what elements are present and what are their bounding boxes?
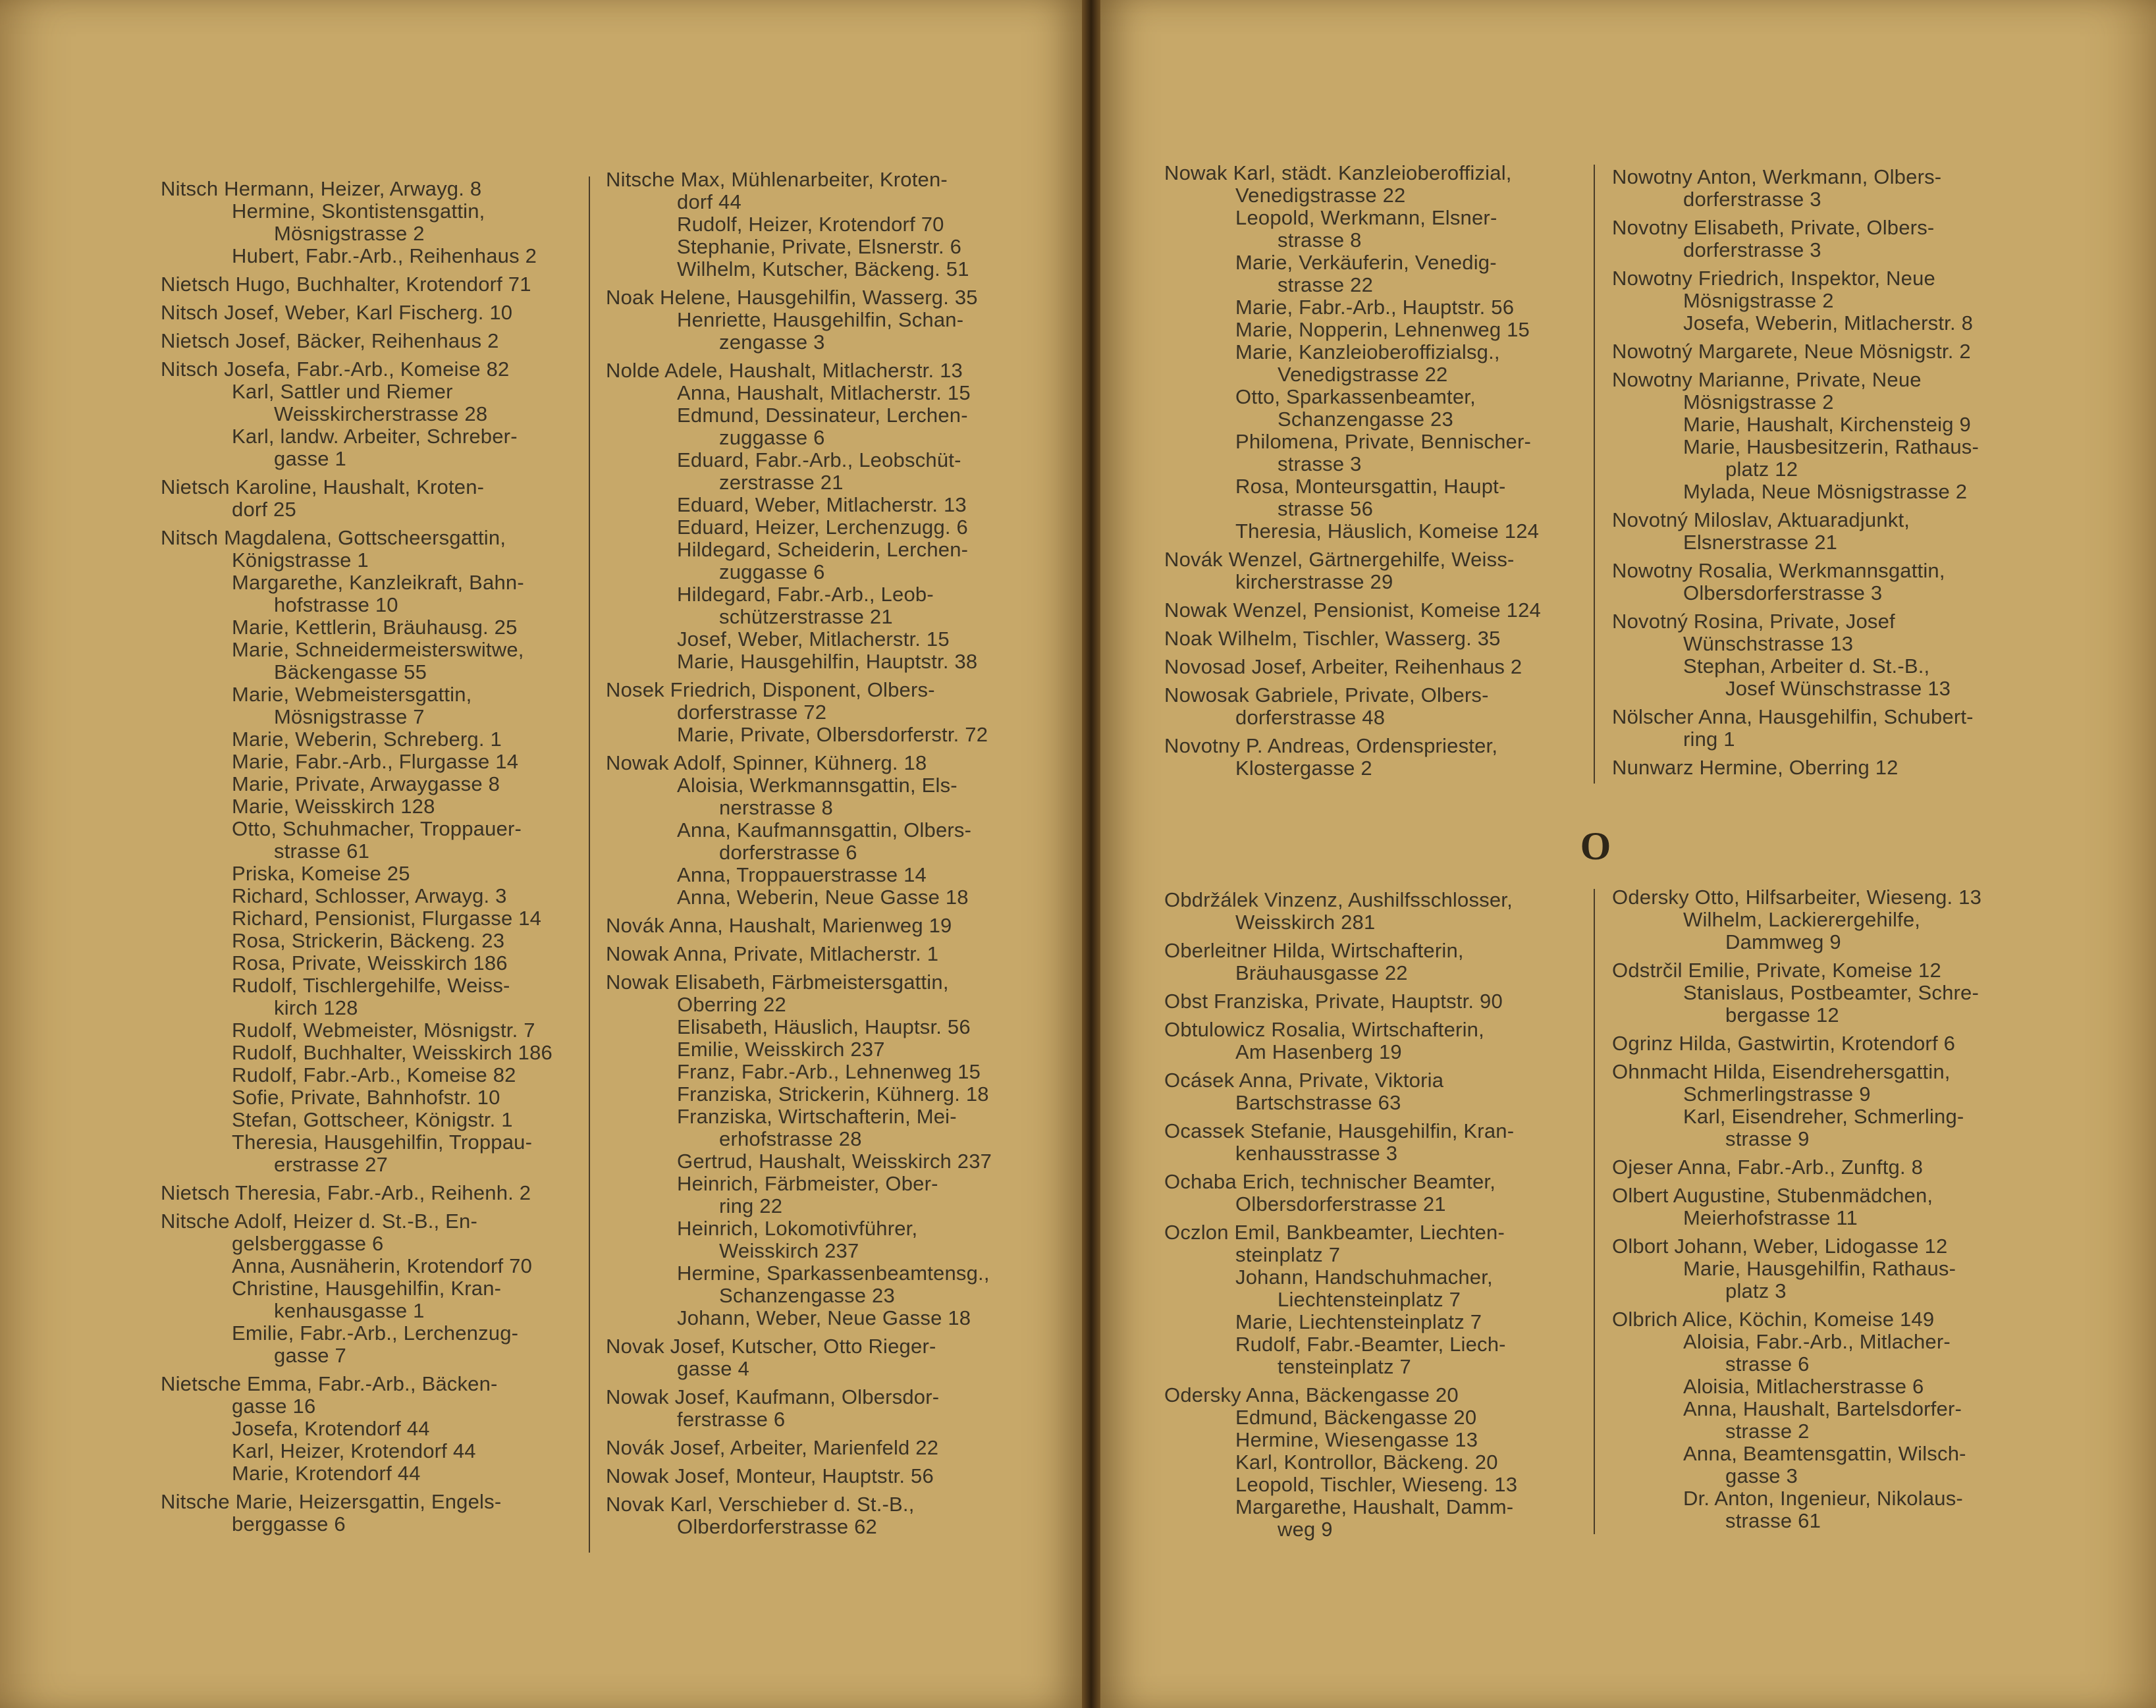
sub-entry-line: Aloisia, Werkmannsgattin, Els-	[677, 774, 957, 797]
sub-entry-line: Sofie, Private, Bahnhofstr. 10	[232, 1086, 500, 1109]
sub-entry-line: Marie, Weberin, Schreberg. 1	[232, 728, 502, 751]
sub-entry-continuation-line: dorferstrasse 6	[719, 841, 857, 864]
sub-entry-continuation-line: strasse 9	[1725, 1127, 1810, 1150]
sub-entry-continuation-line: erhofstrasse 28	[719, 1127, 862, 1150]
sub-entry-continuation-line: nerstrasse 8	[719, 796, 833, 819]
directory-entry	[1164, 1384, 1586, 1541]
sub-entry-continuation-line: erstrasse 27	[274, 1153, 388, 1176]
sub-entry-line: Rudolf, Fabr.-Arb., Komeise 82	[232, 1063, 516, 1086]
entry-name-line: Nitsche Adolf, Heizer d. St.-B., En-	[161, 1210, 477, 1233]
sub-entry-line: Anna, Haushalt, Mitlacherstr. 15	[677, 381, 971, 404]
directory-entry	[1164, 599, 1586, 622]
directory-entry	[161, 302, 576, 324]
sub-entry-line: Marie, Fabr.-Arb., Flurgasse 14	[232, 750, 519, 773]
entry-continuation-line: Oberring 22	[677, 993, 786, 1016]
entry-name-line: Nowotny Rosalia, Werkmannsgattin,	[1612, 559, 1945, 582]
sub-entry-line: Anna, Weberin, Neue Gasse 18	[677, 886, 969, 909]
directory-entry	[1612, 217, 2034, 261]
sub-entry-line: Leopold, Werkmann, Elsner-	[1235, 206, 1497, 229]
entry-name-line: Nunwarz Hermine, Oberring 12	[1612, 756, 1899, 779]
directory-entry	[161, 273, 576, 296]
entry-continuation-line: dorf 25	[232, 498, 296, 521]
sub-entry-continuation-line: strasse 22	[1278, 273, 1374, 296]
sub-entry-line: Aloisia, Fabr.-Arb., Mitlacher-	[1683, 1330, 1951, 1353]
entry-name-line: Nitsch Hermann, Heizer, Arwayg. 8	[161, 177, 482, 200]
sub-entry-line: Karl, Heizer, Krotendorf 44	[232, 1439, 476, 1462]
entry-name-line: Olbert Augustine, Stubenmädchen,	[1612, 1184, 1933, 1207]
entry-continuation-line: Königstrasse 1	[232, 548, 369, 572]
sub-entry-line: Heinrich, Lokomotivführer,	[677, 1217, 918, 1240]
sub-entry-line: Hermine, Sparkassenbeamtensg.,	[677, 1262, 990, 1285]
entry-continuation-line: Weisskirch 281	[1235, 911, 1376, 934]
entry-name-line: Novák Anna, Haushalt, Marienweg 19	[606, 914, 952, 937]
sub-entry-continuation-line: zuggasse 6	[719, 560, 825, 583]
sub-entry-line: Anna, Troppauerstrasse 14	[677, 863, 927, 886]
sub-entry-continuation-line: zengasse 3	[719, 331, 825, 354]
sub-entry-line: Hermine, Wiesengasse 13	[1235, 1428, 1478, 1451]
sub-entry-line: Rudolf, Fabr.-Beamter, Liech-	[1235, 1333, 1506, 1356]
entry-name-line: Nowak Adolf, Spinner, Kühnerg. 18	[606, 751, 927, 774]
entry-name-line: Novosad Josef, Arbeiter, Reihenhaus 2	[1164, 655, 1523, 678]
sub-entry-continuation-line: weg 9	[1278, 1518, 1333, 1541]
sub-entry-line: Franziska, Strickerin, Kühnerg. 18	[677, 1082, 989, 1106]
sub-entry-line: Rudolf, Webmeister, Mösnigstr. 7	[232, 1019, 535, 1042]
entry-name-line: Novotny P. Andreas, Ordenspriester,	[1164, 734, 1498, 757]
entry-continuation-line: Olberdorferstrasse 62	[677, 1515, 877, 1538]
sub-entry-line: Rosa, Strickerin, Bäckeng. 23	[232, 929, 505, 952]
entry-continuation-line: dorf 44	[677, 190, 741, 213]
directory-entry	[1164, 1019, 1586, 1063]
entry-name-line: Noak Helene, Hausgehilfin, Wasserg. 35	[606, 286, 978, 309]
sub-entry-line: Eduard, Fabr.-Arb., Leobschüt-	[677, 448, 961, 471]
entry-name-line: Nietsch Karoline, Haushalt, Kroten-	[161, 475, 485, 498]
entry-name-line: Ocassek Stefanie, Hausgehilfin, Kran-	[1164, 1119, 1515, 1142]
entry-continuation-line: Wünschstrasse 13	[1683, 632, 1854, 655]
entry-name-line: Nowotny Marianne, Private, Neue	[1612, 368, 1922, 391]
sub-entry-line: Leopold, Tischler, Wieseng. 13	[1235, 1473, 1518, 1496]
sub-entry-line: Marie, Kettlerin, Bräuhausg. 25	[232, 616, 518, 639]
sub-entry-line: Marie, Haushalt, Kirchensteig 9	[1683, 413, 1971, 436]
directory-entry	[161, 178, 576, 267]
sub-entry-line: Marie, Fabr.-Arb., Hauptstr. 56	[1235, 296, 1515, 319]
entry-name-line: Nowak Josef, Monteur, Hauptstr. 56	[606, 1464, 934, 1487]
directory-entry	[1612, 267, 2034, 334]
entry-name-line: Ogrinz Hilda, Gastwirtin, Krotendorf 6	[1612, 1032, 1956, 1055]
entry-continuation-line: Elsnerstrasse 21	[1683, 531, 1838, 554]
sub-entry-line: Eduard, Weber, Mitlacherstr. 13	[677, 493, 967, 516]
sub-entry-line: Marie, Schneidermeisterswitwe,	[232, 638, 524, 661]
sub-entry-continuation-line: gasse 1	[274, 447, 346, 470]
entry-name-line: Novák Josef, Arbeiter, Marienfeld 22	[606, 1436, 939, 1459]
directory-entry	[1612, 1308, 2034, 1532]
entry-name-line: Nitsch Magdalena, Gottscheersgattin,	[161, 526, 506, 549]
sub-entry-line: Aloisia, Mitlacherstrasse 6	[1683, 1375, 1924, 1398]
directory-entry	[1164, 889, 1586, 934]
sub-entry-line: Karl, landw. Arbeiter, Schreber-	[232, 425, 518, 448]
sub-entry-line: Heinrich, Färbmeister, Ober-	[677, 1172, 938, 1195]
sub-entry-continuation-line: Bäckengasse 55	[274, 660, 427, 683]
sub-entry-continuation-line: platz 3	[1725, 1279, 1787, 1302]
directory-entry	[1164, 1221, 1586, 1378]
entry-continuation-line: Mösnigstrasse 2	[1683, 289, 1834, 312]
sub-entry-line: Josefa, Weberin, Mitlacherstr. 8	[1683, 311, 1974, 334]
entry-name-line: Odstrčil Emilie, Private, Komeise 12	[1612, 959, 1941, 982]
column-2	[606, 169, 1040, 1544]
sub-entry-line: Johann, Handschuhmacher,	[1235, 1266, 1493, 1289]
sub-entry-continuation-line: platz 12	[1725, 458, 1798, 481]
directory-entry	[161, 1210, 576, 1367]
entry-continuation-line: steinplatz 7	[1235, 1243, 1341, 1266]
directory-entry	[1612, 610, 2034, 700]
directory-entry	[161, 1373, 576, 1485]
sub-entry-line: Josef, Weber, Mitlacherstr. 15	[677, 627, 950, 651]
sub-entry-line: Priska, Komeise 25	[232, 862, 410, 885]
entry-continuation-line: Olbersdorferstrasse 3	[1683, 581, 1883, 604]
sub-entry-line: Marie, Nopperin, Lehnenweg 15	[1235, 318, 1530, 341]
directory-entry	[1612, 1235, 2034, 1302]
directory-entry	[1612, 340, 2034, 363]
sub-entry-line: Henriette, Hausgehilfin, Schan-	[677, 308, 964, 331]
sub-entry-line: Anna, Ausnäherin, Krotendorf 70	[232, 1254, 533, 1277]
directory-entry	[1612, 757, 2034, 779]
entry-name-line: Obdržálek Vinzenz, Aushilfsschlosser,	[1164, 888, 1513, 911]
sub-entry-line: Anna, Beamtensgattin, Wilsch-	[1683, 1442, 1966, 1465]
sub-entry-continuation-line: Schanzengasse 23	[719, 1284, 895, 1307]
sub-entry-line: Emilie, Fabr.-Arb., Lerchenzug-	[232, 1321, 519, 1345]
section-letter: O	[1580, 824, 1611, 868]
entry-name-line: Nowosak Gabriele, Private, Olbers-	[1164, 683, 1489, 707]
entry-continuation-line: Schmerlingstrasse 9	[1683, 1082, 1871, 1106]
directory-entry	[606, 1465, 1040, 1487]
sub-entry-line: Marie, Hausbesitzerin, Rathaus-	[1683, 435, 1979, 458]
sub-entry-continuation-line: Dammweg 9	[1725, 930, 1841, 953]
entry-continuation-line: Olbersdorferstrasse 21	[1235, 1192, 1446, 1215]
sub-entry-continuation-line: schützerstrasse 21	[719, 605, 893, 628]
directory-entry	[1164, 684, 1586, 729]
sub-entry-line: Rosa, Monteursgattin, Haupt-	[1235, 475, 1506, 498]
sub-entry-line: Marie, Hausgehilfin, Rathaus-	[1683, 1257, 1956, 1280]
entry-name-line: Nowak Elisabeth, Färbmeistersgattin,	[606, 971, 949, 994]
sub-entry-line: Stephanie, Private, Elsnerstr. 6	[677, 235, 962, 258]
directory-entry	[1612, 560, 2034, 604]
sub-entry-line: Wilhelm, Lackierergehilfe,	[1683, 908, 1921, 931]
entry-name-line: Nowak Josef, Kaufmann, Olbersdor-	[606, 1385, 940, 1408]
sub-entry-line: Rosa, Private, Weisskirch 186	[232, 951, 508, 974]
entry-continuation-line: ferstrasse 6	[677, 1408, 786, 1431]
sub-entry-line: Marie, Kanzleioberoffizialsg.,	[1235, 340, 1500, 363]
entry-name-line: Nolde Adele, Haushalt, Mitlacherstr. 13	[606, 359, 963, 382]
sub-entry-line: Marie, Private, Olbersdorferstr. 72	[677, 723, 988, 746]
sub-entry-continuation-line: strasse 3	[1278, 452, 1362, 475]
directory-entry	[1164, 548, 1586, 593]
sub-entry-continuation-line: strasse 8	[1278, 228, 1362, 252]
entry-name-line: Nietsch Hugo, Buchhalter, Krotendorf 71	[161, 273, 531, 296]
column-1	[161, 178, 576, 1541]
directory-entry	[1612, 509, 2034, 554]
sub-entry-line: Edmund, Bäckengasse 20	[1235, 1406, 1477, 1429]
sub-entry-continuation-line: zerstrasse 21	[719, 471, 844, 494]
entry-name-line: Nowak Wenzel, Pensionist, Komeise 124	[1164, 599, 1541, 622]
sub-entry-line: Rudolf, Tischlergehilfe, Weiss-	[232, 974, 510, 997]
sub-entry-line: Theresia, Hausgehilfin, Troppau-	[232, 1131, 533, 1154]
sub-entry-line: Karl, Sattler und Riemer	[232, 380, 453, 403]
sub-entry-line: Dr. Anton, Ingenieur, Nikolaus-	[1683, 1487, 1963, 1510]
sub-entry-line: Franziska, Wirtschafterin, Mei-	[677, 1105, 957, 1128]
sub-entry-continuation-line: Venedigstrasse 22	[1278, 363, 1448, 386]
sub-entry-line: Gertrud, Haushalt, Weisskirch 237	[677, 1150, 992, 1173]
column-divider-right-top	[1594, 165, 1595, 784]
sub-entry-continuation-line: Weisskirch 237	[719, 1239, 859, 1262]
sub-entry-line: Marie, Verkäuferin, Venedig-	[1235, 251, 1497, 274]
sub-entry-line: Stanislaus, Postbeamter, Schre-	[1683, 981, 1980, 1004]
sub-entry-line: Marie, Webmeistersgattin,	[232, 683, 472, 706]
directory-entry	[1164, 990, 1586, 1013]
sub-entry-continuation-line: gasse 7	[274, 1344, 346, 1367]
entry-name-line: Novotný Rosina, Private, Josef	[1612, 610, 1895, 633]
sub-entry-continuation-line: Mösnigstrasse 7	[274, 705, 425, 728]
sub-entry-line: Emilie, Weisskirch 237	[677, 1038, 885, 1061]
sub-entry-continuation-line: kirch 128	[274, 996, 358, 1019]
directory-entry	[1612, 886, 2034, 953]
sub-entry-line: Otto, Sparkassenbeamter,	[1235, 385, 1476, 408]
sub-entry-continuation-line: Liechtensteinplatz 7	[1278, 1288, 1461, 1311]
sub-entry-continuation-line: ring 22	[719, 1194, 783, 1217]
sub-entry-continuation-line: kenhausgasse 1	[274, 1299, 425, 1322]
sub-entry-line: Hermine, Skontistensgattin,	[232, 200, 485, 223]
sub-entry-line: Hildegard, Scheiderin, Lerchen-	[677, 538, 969, 561]
sub-entry-line: Otto, Schuhmacher, Troppauer-	[232, 817, 522, 840]
column-3	[1164, 162, 1586, 786]
directory-entry	[1164, 735, 1586, 780]
book-gutter	[1082, 0, 1100, 1708]
sub-entry-line: Margarethe, Haushalt, Damm-	[1235, 1495, 1514, 1518]
entry-name-line: Novak Josef, Kutscher, Otto Rieger-	[606, 1335, 936, 1358]
sub-entry-line: Josefa, Krotendorf 44	[232, 1417, 430, 1440]
directory-entry	[606, 1335, 1040, 1380]
entry-continuation-line: ring 1	[1683, 728, 1735, 751]
sub-entry-line: Rudolf, Buchhalter, Weisskirch 186	[232, 1041, 552, 1064]
entry-name-line: Nowotný Margarete, Neue Mösnigstr. 2	[1612, 340, 1971, 363]
directory-entry	[606, 971, 1040, 1329]
directory-entry	[1164, 627, 1586, 650]
entry-name-line: Nitsche Max, Mühlenarbeiter, Kroten-	[606, 168, 948, 191]
entry-name-line: Nowak Anna, Private, Mitlacherstr. 1	[606, 942, 939, 965]
sub-entry-continuation-line: strasse 61	[1725, 1509, 1821, 1532]
sub-entry-line: Stephan, Arbeiter d. St.-B.,	[1683, 654, 1930, 678]
entry-continuation-line: Am Hasenberg 19	[1235, 1040, 1402, 1063]
sub-entry-continuation-line: hofstrasse 10	[274, 593, 398, 616]
sub-entry-line: Richard, Pensionist, Flurgasse 14	[232, 907, 542, 930]
entry-continuation-line: kenhausstrasse 3	[1235, 1142, 1398, 1165]
directory-entry	[1612, 706, 2034, 751]
entry-name-line: Nietsch Josef, Bäcker, Reihenhaus 2	[161, 329, 499, 352]
sub-entry-line: Franz, Fabr.-Arb., Lehnenweg 15	[677, 1060, 981, 1083]
entry-name-line: Nietsch Theresia, Fabr.-Arb., Reihenh. 2	[161, 1181, 531, 1204]
sub-entry-continuation-line: tensteinplatz 7	[1278, 1355, 1411, 1378]
entry-name-line: Oczlon Emil, Bankbeamter, Liechten-	[1164, 1221, 1505, 1244]
sub-entry-line: Hildegard, Fabr.-Arb., Leob-	[677, 583, 934, 606]
directory-entry	[1612, 369, 2034, 503]
sub-entry-line: Eduard, Heizer, Lerchenzugg. 6	[677, 516, 968, 539]
entry-name-line: Novotný Miloslav, Aktuaradjunkt,	[1612, 508, 1910, 531]
entry-name-line: Ojeser Anna, Fabr.-Arb., Zunftg. 8	[1612, 1156, 1924, 1179]
sub-entry-line: Marie, Krotendorf 44	[232, 1462, 421, 1485]
directory-entry	[1612, 959, 2034, 1027]
directory-entry	[1164, 1171, 1586, 1215]
entry-name-line: Ochaba Erich, technischer Beamter,	[1164, 1170, 1496, 1193]
sub-entry-line: Richard, Schlosser, Arwayg. 3	[232, 884, 507, 907]
sub-entry-continuation-line: zuggasse 6	[719, 426, 825, 449]
directory-entry	[1612, 1156, 2034, 1179]
sub-entry-line: Marie, Weisskirch 128	[232, 795, 435, 818]
entry-name-line: Novotny Elisabeth, Private, Olbers-	[1612, 216, 1935, 239]
directory-entry	[161, 476, 576, 521]
directory-entry	[1164, 162, 1586, 543]
entry-name-line: Nölscher Anna, Hausgehilfin, Schubert-	[1612, 705, 1974, 728]
directory-entry	[606, 1493, 1040, 1538]
directory-entry	[606, 1386, 1040, 1431]
directory-entry	[1164, 940, 1586, 984]
directory-entry	[1612, 1061, 2034, 1150]
sub-entry-continuation-line: strasse 6	[1725, 1352, 1810, 1375]
entry-name-line: Ocásek Anna, Private, Viktoria	[1164, 1069, 1444, 1092]
sub-entry-continuation-line: Weisskircherstrasse 28	[274, 402, 488, 425]
entry-name-line: Ohnmacht Hilda, Eisendrehersgattin,	[1612, 1060, 1951, 1083]
entry-continuation-line: Klostergasse 2	[1235, 757, 1372, 780]
directory-entry	[161, 330, 576, 352]
entry-name-line: Nitsche Marie, Heizersgattin, Engels-	[161, 1490, 502, 1513]
directory-entry	[606, 943, 1040, 965]
directory-entry	[1612, 166, 2034, 211]
sub-entry-line: Marie, Liechtensteinplatz 7	[1235, 1310, 1482, 1333]
directory-entry	[606, 679, 1040, 746]
directory-entry	[1164, 1120, 1586, 1165]
entry-continuation-line: gasse 16	[232, 1395, 316, 1418]
entry-name-line: Nietsche Emma, Fabr.-Arb., Bäcken-	[161, 1372, 498, 1395]
entry-name-line: Noak Wilhelm, Tischler, Wasserg. 35	[1164, 627, 1501, 650]
sub-entry-continuation-line: gasse 3	[1725, 1464, 1798, 1487]
sub-entry-line: Hubert, Fabr.-Arb., Reihenhaus 2	[232, 244, 537, 267]
directory-entry	[606, 360, 1040, 673]
entry-continuation-line: Bartschstrasse 63	[1235, 1091, 1401, 1114]
entry-name-line: Obtulowicz Rosalia, Wirtschafterin,	[1164, 1018, 1484, 1041]
entry-continuation-line: Venedigstrasse 22	[1235, 184, 1406, 207]
sub-entry-line: Stefan, Gottscheer, Königstr. 1	[232, 1108, 513, 1131]
sub-entry-line: Christine, Hausgehilfin, Kran-	[232, 1277, 502, 1300]
directory-entry	[606, 1437, 1040, 1459]
entry-continuation-line: Bräuhausgasse 22	[1235, 961, 1408, 984]
entry-name-line: Nitsch Josefa, Fabr.-Arb., Komeise 82	[161, 358, 510, 381]
sub-entry-continuation-line: strasse 56	[1278, 497, 1374, 520]
sub-entry-line: Marie, Hausgehilfin, Hauptstr. 38	[677, 650, 978, 673]
directory-entry	[606, 752, 1040, 909]
entry-continuation-line: gasse 4	[677, 1357, 749, 1380]
sub-entry-continuation-line: bergasse 12	[1725, 1003, 1839, 1027]
entry-name-line: Nowotny Anton, Werkmann, Olbers-	[1612, 165, 1942, 188]
entry-continuation-line: gelsberggasse 6	[232, 1232, 384, 1255]
entry-name-line: Oberleitner Hilda, Wirtschafterin,	[1164, 939, 1464, 962]
entry-continuation-line: dorferstrasse 3	[1683, 238, 1821, 261]
directory-entry	[606, 286, 1040, 354]
entry-name-line: Nosek Friedrich, Disponent, Olbers-	[606, 678, 935, 701]
entry-continuation-line: dorferstrasse 72	[677, 701, 827, 724]
directory-entry	[1164, 1069, 1586, 1114]
entry-name-line: Obst Franziska, Private, Hauptstr. 90	[1164, 990, 1503, 1013]
directory-entry	[606, 915, 1040, 937]
sub-entry-line: Edmund, Dessinateur, Lerchen-	[677, 404, 968, 427]
entry-name-line: Novak Karl, Verschieber d. St.-B.,	[606, 1493, 915, 1516]
sub-entry-continuation-line: strasse 2	[1725, 1420, 1810, 1443]
entry-continuation-line: dorferstrasse 3	[1683, 188, 1821, 211]
column-6	[1612, 886, 2034, 1538]
directory-entry	[161, 1491, 576, 1535]
directory-entry	[161, 527, 576, 1176]
entry-name-line: Odersky Otto, Hilfsarbeiter, Wieseng. 13	[1612, 886, 1982, 909]
sub-entry-line: Philomena, Private, Bennischer-	[1235, 430, 1532, 453]
entry-name-line: Olbrich Alice, Köchin, Komeise 149	[1612, 1308, 1935, 1331]
entry-continuation-line: berggasse 6	[232, 1512, 346, 1535]
column-divider-right-bottom	[1594, 889, 1595, 1534]
directory-entry	[1612, 1032, 2034, 1055]
sub-entry-line: Margarethe, Kanzleikraft, Bahn-	[232, 571, 524, 594]
column-4	[1612, 166, 2034, 785]
entry-name-line: Odersky Anna, Bäckengasse 20	[1164, 1383, 1459, 1406]
sub-entry-line: Karl, Eisendreher, Schmerling-	[1683, 1105, 1964, 1128]
entry-continuation-line: Meierhofstrasse 11	[1683, 1206, 1858, 1229]
entry-name-line: Olbort Johann, Weber, Lidogasse 12	[1612, 1235, 1948, 1258]
column-divider-left	[589, 176, 590, 1553]
sub-entry-line: Rudolf, Heizer, Krotendorf 70	[677, 213, 944, 236]
sub-entry-line: Mylada, Neue Mösnigstrasse 2	[1683, 480, 1968, 503]
sub-entry-continuation-line: Mösnigstrasse 2	[274, 222, 425, 245]
sub-entry-line: Elisabeth, Häuslich, Hauptsr. 56	[677, 1015, 971, 1038]
entry-name-line: Novák Wenzel, Gärtnergehilfe, Weiss-	[1164, 548, 1515, 571]
entry-name-line: Nitsch Josef, Weber, Karl Fischerg. 10	[161, 301, 513, 324]
directory-entry	[161, 1182, 576, 1204]
directory-entry	[1612, 1185, 2034, 1229]
entry-continuation-line: dorferstrasse 48	[1235, 706, 1386, 729]
directory-entry	[606, 169, 1040, 280]
sub-entry-line: Karl, Kontrollor, Bäckeng. 20	[1235, 1451, 1498, 1474]
entry-name-line: Nowotny Friedrich, Inspektor, Neue	[1612, 267, 1935, 290]
entry-name-line: Nowak Karl, städt. Kanzleioberoffizial,	[1164, 161, 1512, 184]
sub-entry-line: Johann, Weber, Neue Gasse 18	[677, 1306, 971, 1329]
sub-entry-line: Anna, Haushalt, Bartelsdorfer-	[1683, 1397, 1962, 1420]
entry-continuation-line: kircherstrasse 29	[1235, 570, 1393, 593]
sub-entry-continuation-line: Josef Wünschstrasse 13	[1725, 677, 1951, 700]
sub-entry-line: Theresia, Häuslich, Komeise 124	[1235, 520, 1540, 543]
sub-entry-continuation-line: Schanzengasse 23	[1278, 408, 1453, 431]
sub-entry-line: Anna, Kaufmannsgattin, Olbers-	[677, 818, 972, 841]
entry-continuation-line: Mösnigstrasse 2	[1683, 390, 1834, 414]
directory-entry	[161, 358, 576, 470]
column-5	[1164, 889, 1586, 1547]
sub-entry-continuation-line: strasse 61	[274, 840, 370, 863]
sub-entry-line: Marie, Private, Arwaygasse 8	[232, 772, 500, 795]
sub-entry-line: Wilhelm, Kutscher, Bäckeng. 51	[677, 257, 969, 280]
directory-entry	[1164, 656, 1586, 678]
